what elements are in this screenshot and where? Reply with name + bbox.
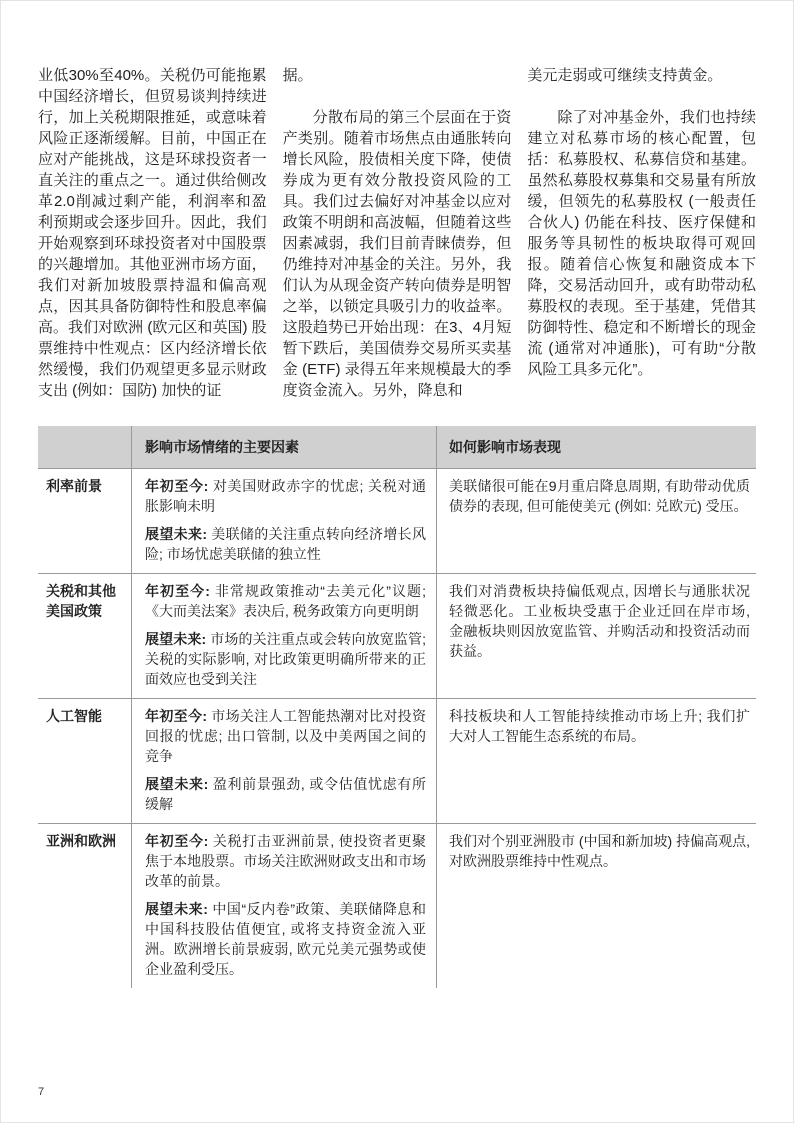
factor-lead: 年初至今: — [145, 833, 209, 849]
table-row-ai — [38, 698, 756, 823]
factor-lead: 年初至今: — [145, 478, 209, 494]
factor-outlook — [145, 774, 426, 814]
paragraph: 业低30%至40%。关税仍可能拖累中国经济增长，但贸易谈判持续进行，加上关税期限推延，或意味着风险正逐渐缓解。目前，中国正在应对产能挑战，这是环球投资者一直关注的重点之一。通过供给侧改革2.0削减过剩产能，利润率和盈利预期或会逐步回升。因此，我们开始观察到环球投资者对中国股票的兴趣增加。其他亚洲市场方面，我们对新加坡股票持温和偏高观点，因其具备防御特性和股息率偏高。我们对欧洲 (欧元区和英国) 股票维持中性观点：区内经济增长依然缓慢，我们仍观望更多显示财政支出 (例如：国防) 加快的证 — [38, 67, 267, 399]
header-empty-cell — [38, 426, 131, 468]
row-factors — [131, 699, 436, 823]
factor-text: 盈利前景强劲, 或令估值忧虑有所缓解 — [145, 776, 426, 812]
factor-text: 市场的关注重点或会转向放宽监管; 关税的实际影响, 对比政策更明确所带来的正面效应也受到关注 — [145, 631, 426, 687]
factor-lead: 展望未来: — [145, 526, 208, 542]
row-label: 人工智能 — [46, 708, 102, 724]
table-row-tariffs-us-policy — [38, 573, 756, 698]
factor-lead: 展望未来: — [145, 776, 209, 792]
factor-outlook — [145, 899, 426, 979]
row-label: 关税和其他美国政策 — [46, 583, 116, 619]
row-impact: 我们对个别亚洲股市 (中国和新加坡) 持偏高观点, 对欧洲股票维持中性观点。 — [436, 824, 758, 988]
factor-text: 非常规政策推动“去美元化”议题;《大而美法案》表决后, 税务政策方向更明朗 — [145, 583, 426, 619]
row-label: 亚洲和欧洲 — [46, 833, 116, 849]
row-impact: 科技板块和人工智能持续推动市场上升; 我们扩大对人工智能生态系统的布局。 — [436, 699, 758, 823]
factor-ytd — [145, 831, 426, 891]
text-column-2 — [283, 65, 512, 401]
table-row-interest-rates — [38, 468, 756, 573]
header-factors: 影响市场情绪的主要因素 — [131, 426, 436, 468]
paragraph: 据。 — [282, 67, 313, 84]
article-columns — [38, 65, 756, 401]
factor-text: 关税打击亚洲前景, 使投资者更聚焦于本地股票。市场关注欧洲财政支出和市场改革的前景。 — [145, 833, 426, 889]
row-factors — [131, 824, 436, 988]
factor-lead: 年初至今: — [145, 583, 210, 599]
factor-lead: 展望未来: — [145, 631, 207, 647]
paragraph: 美元走弱或可继续支持黄金。 — [527, 67, 723, 84]
text-column-3 — [527, 65, 756, 401]
factor-text: 中国“反内卷”政策、美联储降息和中国科技股估值便宜, 或将支持资金流入亚洲。欧洲增长前景疲弱, 欧元兑美元强势或使企业盈利受压。 — [145, 901, 426, 977]
table-row-asia-europe — [38, 823, 756, 988]
table-header-row — [38, 426, 756, 468]
row-impact: 美联储很可能在9月重启降息周期, 有助带动优质债券的表现, 但可能使美元 (例如: 兑欧元) 受压。 — [436, 469, 758, 573]
text-column-1 — [38, 65, 267, 401]
row-label: 利率前景 — [46, 478, 102, 494]
factor-outlook — [145, 524, 426, 564]
header-impact: 如何影响市场表现 — [436, 426, 758, 468]
factor-text: 市场关注人工智能热潮对比对投资回报的忧虑; 出口管制, 以及中美两国之间的竞争 — [145, 708, 427, 764]
factor-lead: 年初至今: — [145, 708, 208, 724]
paragraph: 分散布局的第三个层面在于资产类别。随着市场焦点由通胀转向增长风险，股债相关度下降，使债券成为更有效分散投资风险的工具。我们过去偏好对冲基金以应对政策不明朗和高波幅，但随着这些因素减弱，我们目前青睐债券，但仍维持对冲基金的关注。另外，我们认为从现金资产转向债券是明智之举，以锁定具吸引力的收益率。这股趋势已开始出现：在3、4月短暂下跌后，美国债券交易所买卖基金 (ETF) 录得五年来规模最大的季度资金流入。另外，降息和 — [282, 109, 512, 399]
page-number: 7 — [38, 1086, 45, 1098]
factor-ytd — [145, 706, 426, 766]
factor-ytd — [145, 581, 426, 621]
market-factors-table — [38, 426, 756, 988]
row-impact: 我们对消费板块持偏低观点, 因增长与通胀状况轻微恶化。工业板块受惠于企业迁回在岸市场, 金融板块则因放宽监管、并购活动和投资活动而获益。 — [436, 574, 758, 698]
row-factors — [131, 469, 436, 573]
factor-outlook — [145, 629, 426, 689]
factor-text: 美联储的关注重点转向经济增长风险; 市场忧虑美联储的独立性 — [145, 526, 427, 562]
factor-text: 对美国财政赤字的忧虑; 关税对通胀影响未明 — [145, 478, 426, 514]
factor-lead: 展望未来: — [145, 901, 208, 917]
factor-ytd — [145, 476, 426, 516]
paragraph: 除了对冲基金外，我们也持续建立对私募市场的核心配置，包括：私募股权、私募信贷和基建。虽然私募股权募集和交易量有所放缓，但领先的私募股权 (一般责任合伙人) 仍能在科技、医疗保健和服务等具韧性的板块取得可观回报。随着信心恢复和融资成本下降，交易活动回升，或有助带动私募股权的表现。至于基建，凭借其防御特性、稳定和不断增长的现金流 (通常对冲通胀)，可有助“分散风险工具多元化”。 — [527, 109, 757, 378]
row-factors — [131, 574, 436, 698]
